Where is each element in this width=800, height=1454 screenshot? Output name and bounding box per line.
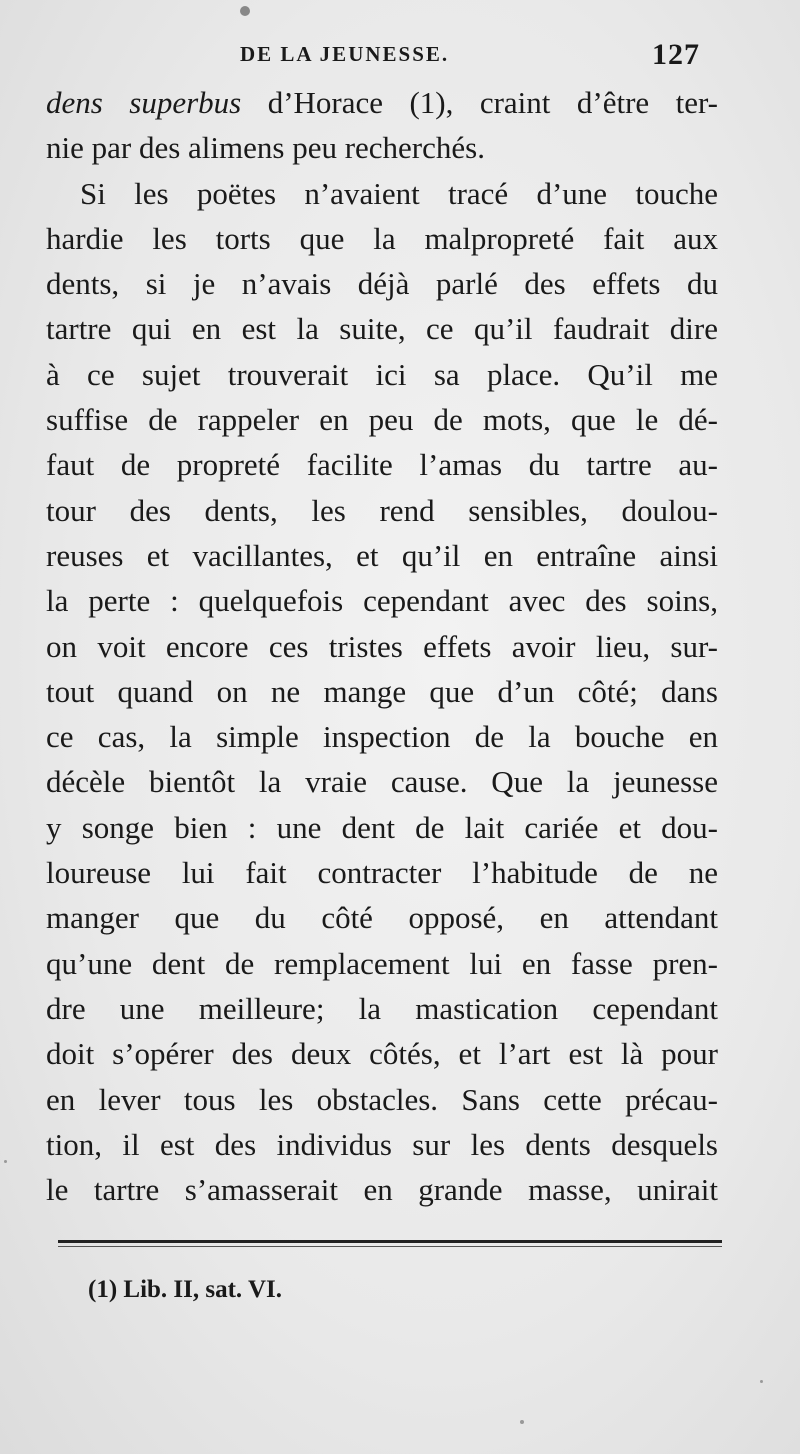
paper-speck <box>520 1420 524 1424</box>
text-line: le tartre s’amasserait en grande masse, unirait <box>46 1172 718 1208</box>
running-head: DE LA JEUNESSE. <box>240 42 450 66</box>
text-line: décèle bientôt la vraie cause. Que la jeunesse <box>46 764 718 800</box>
footnote: (1) Lib. II, sat. VI. <box>88 1276 283 1303</box>
text-line: tout quand on ne mange que d’un côté; dans <box>46 673 718 709</box>
text-line: dre une meilleure; la mastication cependant <box>46 990 718 1026</box>
text-line: Si les poëtes n’avaient tracé d’une touche <box>80 175 718 211</box>
text-line: qu’une dent de remplacement lui en fasse pren- <box>46 945 718 981</box>
text-line: reuses et vacillantes, et qu’il en entraîne ainsi <box>46 537 718 573</box>
text-line: tour des dents, les rend sensibles, doulou- <box>46 492 718 528</box>
text-line: doit s’opérer des deux côtés, et l’art est là pour <box>46 1036 718 1072</box>
text-line: dents, si je n’avais déjà parlé des effets du <box>46 266 718 302</box>
body-text <box>46 80 718 1212</box>
page-number: 127 <box>652 38 700 71</box>
text-line-rest: d’Horace (1), craint d’être ter- <box>241 85 719 120</box>
paper-speck <box>760 1380 763 1383</box>
text-line: tion, il est des individus sur les dents desquels <box>46 1126 718 1162</box>
text-line: on voit encore ces tristes effets avoir lieu, sur- <box>46 628 718 664</box>
footnote-rule-thin <box>58 1246 722 1247</box>
text-line: à ce sujet trouverait ici sa place. Qu’il me <box>46 356 718 392</box>
text-line: loureuse lui fait contracter l’habitude de ne <box>46 855 718 891</box>
page-header <box>0 38 800 78</box>
footnote-rule <box>58 1240 722 1243</box>
text-line: y songe bien : une dent de lait cariée et dou- <box>46 809 718 845</box>
text-line: manger que du côté opposé, en attendant <box>46 900 718 936</box>
text-line: hardie les torts que la malpropreté fait aux <box>46 220 718 256</box>
text-line: tartre qui en est la suite, ce qu’il faudrait dire <box>46 311 718 347</box>
paper-speck <box>4 1160 7 1163</box>
text-line <box>46 80 718 125</box>
text-line: en lever tous les obstacles. Sans cette précau- <box>46 1081 718 1117</box>
italic-quote: dens superbus <box>46 85 242 120</box>
paper-speck <box>240 6 250 16</box>
text-line: faut de propreté facilite l’amas du tartre au- <box>46 447 718 483</box>
text-line: suffise de rappeler en peu de mots, que le dé- <box>46 402 718 438</box>
text-line: ce cas, la simple inspection de la bouche en <box>46 719 718 755</box>
text-line: la perte : quelquefois cependant avec des soins, <box>46 583 718 619</box>
text-line: nie par des alimens peu recherchés. <box>46 130 485 166</box>
